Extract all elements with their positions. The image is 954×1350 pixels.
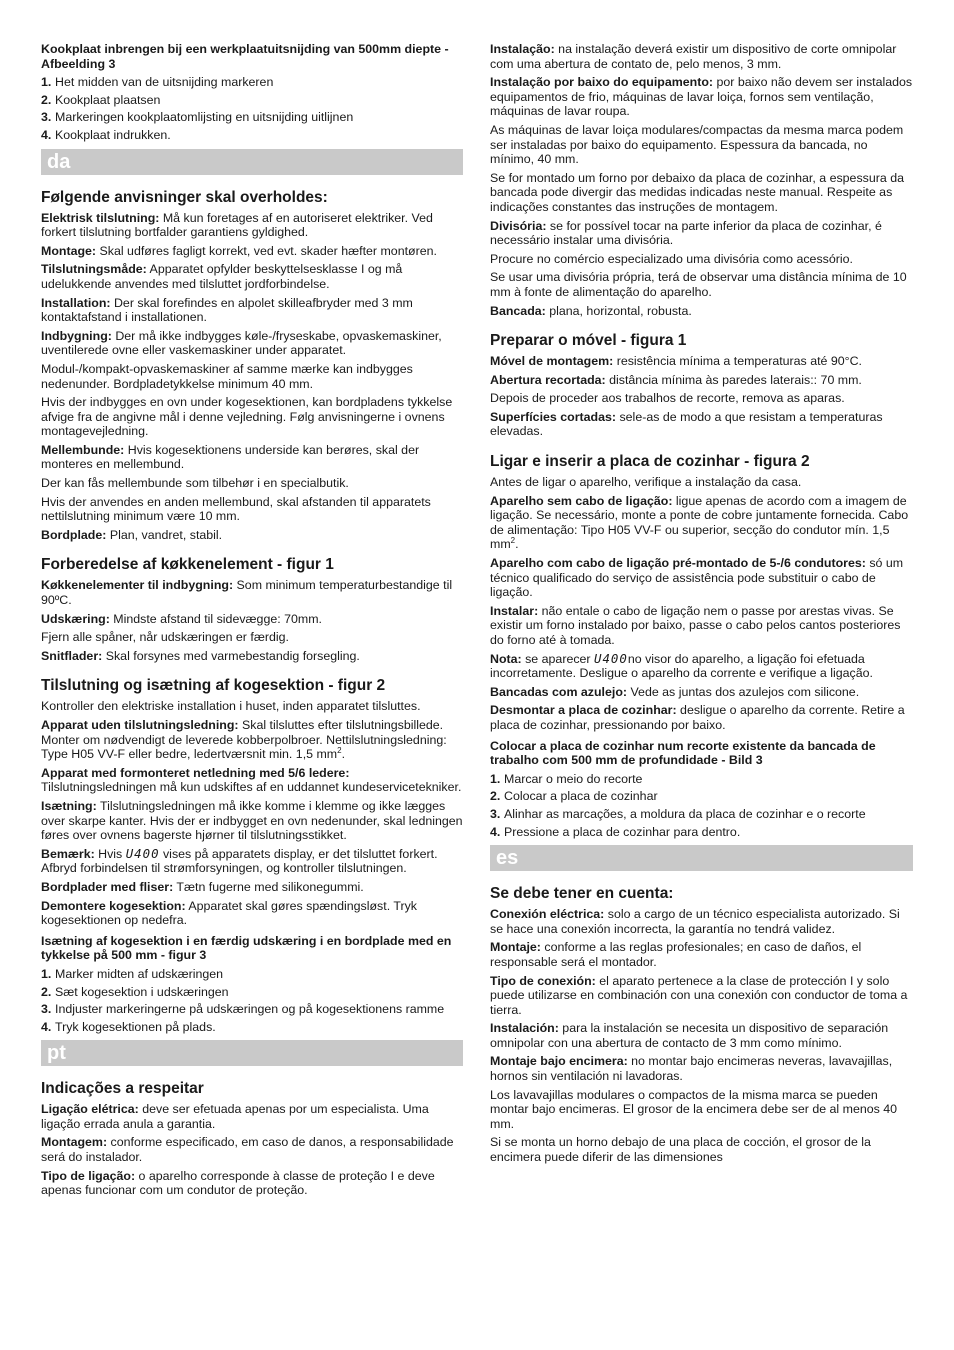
da-note-partition-distance: Hvis der anvendes en anden mellembund, skal afstanden til apparatets nettilslutning minimum være 10 mm. [41, 494, 431, 524]
da-notes-list [41, 211, 463, 543]
es-notes-title: Se debe tener en cuenta: [490, 885, 674, 903]
right-column [490, 42, 913, 1169]
list-item: 3. Indjuster markeringerne på udskæringen og på kogesektionens ramme [41, 1002, 445, 1017]
pt-prep-title: Preparar o móvel - figura 1 [490, 332, 687, 350]
pt-prep-cut-surfaces: Superfícies cortadas: sele-as de modo a que resistam a temperaturas elevadas. [490, 409, 883, 439]
display-code: U400 [594, 650, 628, 666]
da-note-oven: Hvis der indbygges en ovn under kogesektionen, kan bordpladens tykkelse afvige fra de angivne mål i denne vejledning. Følg anvisningerne i ovnens montagevejledning. [41, 395, 453, 439]
da-conn-no-cable: Apparat uden tilslutningsledning: Skal tilsluttes efter tilslutningsbillede. Monter om nødvendigt de leverede kobberpolbroer. Nettilslutningsledning: Type H05 VV-F eller bedre, ledertværsnit min. 1,5 $mm^2$. [41, 718, 447, 762]
pt-conn-intro: Antes de ligar o aparelho, verifique a instalação da casa. [490, 475, 802, 490]
list-item: 2. Sæt kogesektion i udskæringen [41, 984, 229, 999]
left-column [41, 42, 463, 1202]
pt-note-partition: Divisória: se for possível tocar na parte inferior da placa de cozinhar, é necessário instalar uma divisória. [490, 218, 882, 248]
es-note-oven: Si se monta un horno debajo de una placa de cocción, el grosor de la encimera puede diferir de las dimensiones [490, 1135, 871, 1165]
da-note-built-in: Indbygning: Der må ikke indbygges køle-/fryseskabe, opvaskemaskiner, uventilerede ovne eller vaskemaskiner under apparatet. [41, 328, 442, 358]
pt-note-electrical: Ligação elétrica: deve ser efetuada apenas por um especialista. Uma ligação errada anula a garantia. [41, 1102, 429, 1131]
language-band-pt: pt [41, 1040, 463, 1066]
da-prep-shavings: Fjern alle spåner, når udskæringen er færdig. [41, 630, 289, 645]
list-item: 1. Het midden van de uitsnijding markeren [41, 75, 274, 90]
da-note-electrical: Elektrisk tilslutning: Må kun foretages af en autoriseret elektriker. Ved forkert tilslutning bortfalder garantiens gyldighed. [41, 210, 433, 240]
es-note-dishwasher: Los lavavajillas modulares o compactos de la misma marca se pueden montar bajo encimeras. El grosor de la encimera debe ser de al menos 40 mm. [490, 1087, 898, 1131]
language-band-es: es [490, 845, 913, 871]
da-conn-tiles: Bordplader med fliser: Tætn fugerne med silikonegummi. [41, 879, 364, 894]
da-note-dishwasher: Modul-/kompakt-opvaskemaskiner af samme mærke kan indbygges nedenunder. Bordpladetykkelse minimum 40 mm. [41, 361, 413, 391]
da-prep-cut-surfaces: Snitflader: Skal forsynes med varmebestandig forsegling. [41, 648, 360, 663]
pt-note-worktop: Bancada: plana, horizontal, robusta. [490, 303, 692, 318]
list-item: 1. Marker midten af udskæringen [41, 966, 224, 981]
nl-steps-list [41, 75, 463, 142]
da-note-partition-accessory: Der kan fås mellembunde som tilbehør i en specialbutik. [41, 476, 349, 491]
pt-notes-title: Indicações a respeitar [41, 1080, 204, 1098]
da-prep-cabinet: Køkkenelementer til indbygning: Som minimum temperaturbestandige til 90ºC. [41, 578, 453, 608]
list-item: 4. Kookplaat indrukken. [41, 127, 171, 142]
pt-cut-heading: Colocar a placa de cozinhar num recorte existente da bancada de trabalho com 500 mm de profundidade - Bild 3 [490, 738, 876, 768]
da-notes-title: Følgende anvisninger skal overholdes: [41, 188, 328, 206]
list-item: 2. Colocar a placa de cozinhar [490, 789, 658, 804]
da-conn-title: Tilslutning og isætning af kogesektion - figur 2 [41, 677, 386, 695]
es-note-installation: Instalación: para la instalación se necesita un dispositivo de separación omnipolar con una abertura de contacto de 3 mm como mínimo. [490, 1021, 889, 1050]
pt-prep-shavings: Depois de proceder aos trabalhos de recorte, remova as aparas. [490, 391, 845, 406]
da-conn-note: Bemærk: Hvis U400 vises på apparatets display, er det tilsluttet forkert. Afbryd forbindelsen til strømforsyningen, og kontroller tilslutningen. [41, 845, 438, 876]
list-item: 4. Tryk kogesektionen på plads. [41, 1019, 216, 1034]
da-note-connection-type: Tilslutningsmåde: Apparatet opfylder beskyttelsesklasse I og må udelukkende anvendes med tilsluttet jordforbindelse. [41, 262, 403, 291]
da-prep-cutout: Udskæring: Mindste afstand til sidevægge: 70mm. [41, 611, 322, 626]
pt-prep-cutout: Abertura recortada: distância mínima às paredes laterais:: 70 mm. [490, 372, 862, 387]
display-code: U400 [125, 845, 160, 861]
pt-conn-note: Nota: se aparecer U400no visor do aparelho, a ligação foi efetuada incorretamente. Desligue o aparelho da corrente e verifique a ligação. [490, 650, 873, 681]
language-band-da: da [41, 149, 463, 175]
es-note-assembly: Montaje: conforme a las reglas profesionales; en caso de daños, el responsable será el montador. [490, 940, 862, 969]
pt-note-assembly: Montagem: conforme especificado, em caso de danos, a responsabilidade será do instalador. [41, 1135, 454, 1165]
list-item: 4. Pressione a placa de cozinhar para dentro. [490, 824, 741, 839]
es-note-built-in: Montaje bajo encimera: no montar bajo encimeras neveras, lavavajillas, hornos sin ventilación ni lavadoras. [490, 1054, 893, 1084]
pt-conn-remove: Desmontar a placa de cozinhar: desligue o aparelho da corrente. Retire a placa de cozinhar, pressionando por baixo. [490, 703, 905, 732]
da-note-installation: Installation: Der skal forefindes en alpolet skilleafbryder med 3 mm kontaktafstand i installationen. [41, 295, 413, 325]
da-prep-title: Forberedelse af køkkenelement - figur 1 [41, 556, 334, 574]
list-item: 3. Alinhar as marcações, a moldura da placa de cozinhar e o recorte [490, 806, 866, 821]
pt-note-dishwasher: As máquinas de lavar loiça modulares/compactas da mesma marca podem ser instaladas por baixo do equipamento. Espessura da bancada, no mínimo, 40 mm. [490, 122, 904, 167]
pt-note-connection-type: Tipo de ligação: o aparelho corresponde à classe de proteção I e deve apenas funcionar com um condutor de proteção. [41, 1168, 435, 1198]
pt-steps-list [490, 772, 913, 839]
pt-conn-premounted: Aparelho com cabo de ligação pré-montado de 5-/6 condutores: só um técnico qualificado do serviço de assistência pode substituir o cabo de ligação. [490, 556, 904, 600]
da-conn-premounted: Apparat med formonteret netledning med 5/6 ledere: Tilslutningsledningen må kun udskiftes af en uddannet kundeservicetekniker. [41, 765, 462, 795]
pt-conn-tiles: Bancadas com azulejo: Vede as juntas dos azulejos com silicone. [490, 684, 860, 699]
list-item: 1. Marcar o meio do recorte [490, 771, 643, 786]
pt-note-partition-accessory: Procure no comércio especializado uma divisória como acessório. [490, 251, 853, 266]
pt-conn-title: Ligar e inserir a placa de cozinhar - figura 2 [490, 453, 810, 471]
es-note-connection-type: Tipo de conexión: el aparato pertenece a la clase de protección I y solo puede utilizarse en combinación con una conexión con conductor de toma a tierra. [490, 973, 908, 1017]
da-cut-heading: Isætning af kogesektion i en færdig udskæring i en bordplade med en tykkelse på 500 mm - figur 3 [41, 933, 452, 963]
da-note-assembly: Montage: Skal udføres fagligt korrekt, ved evt. skader hæfter montøren. [41, 243, 437, 258]
nl-insert-heading: Kookplaat inbrengen bij een werkplaatuitsnijding van 500mm diepte - Afbeelding 3 [41, 42, 449, 71]
pt-note-installation: Instalação: na instalação deverá existir um dispositivo de corte omnipolar com uma abertura de contato de, pelo menos, 3 mm. [490, 42, 897, 71]
da-conn-insert: Isætning: Tilslutningsledningen må ikke komme i klemme og ikke lægges over skarpe kanter. Hvis der er indbygget en ovn nedenunder, skal ledningen føres over ovnens bagerste hjørner til tilslutningsstikket. [41, 798, 463, 843]
da-conn-remove: Demontere kogesektion: Apparatet skal gøres spændingsløst. Tryk kogesektionen op nedefra. [41, 898, 417, 928]
pt-note-oven: Se for montado um forno por debaixo da placa de cozinhar, a espessura da bancada pode divergir das medidas indicadas neste manual. Respeite as indicações constantes das instruções de montagem. [490, 170, 904, 214]
da-note-worktop: Bordplade: Plan, vandret, stabil. [41, 527, 223, 542]
list-item: 2. Kookplaat plaatsen [41, 92, 161, 107]
pt-note-built-in: Instalação por baixo do equipamento: por baixo não devem ser instalados equipamentos de frio, máquinas de lavar loiça, fornos sem ventilação, máquinas de lavar roupa. [490, 75, 913, 119]
pt-note-partition-distance: Se usar uma divisória própria, terá de observar uma distância mínima de 10 mm à fonte de alimentação do aparelho. [490, 270, 907, 299]
da-conn-intro: Kontroller den elektriske installation i huset, inden apparatet tilsluttes. [41, 699, 421, 714]
pt-conn-install: Instalar: não entale o cabo de ligação nem o passe por arestas vivas. Se existir um forno instalado por baixo, passe o cabo pelos cantos posteriores do forno até à tomada. [490, 603, 901, 647]
es-note-electrical: Conexión eléctrica: solo a cargo de un técnico especialista autorizado. Si se hace una conexión incorrecta, la garantía no tendrá validez. [490, 907, 900, 936]
pt-prep-cabinet: Móvel de montagem: resistência mínima a temperaturas até 90°C. [490, 354, 862, 369]
da-note-partition: Mellembunde: Hvis kogesektionens underside kan berøres, skal der monteres en mellembund. [41, 442, 420, 472]
da-steps-list [41, 967, 463, 1034]
list-item: 3. Markeringen kookplaatomlijsting en uitsnijding uitlijnen [41, 110, 354, 125]
pt-conn-no-cable: Aparelho sem cabo de ligação: ligue apenas de acordo com a imagem de ligação. Se necessário, monte a ponte de cobre juntamente fornecida. Cabo de alimentação: Tipo H05 VV-F ou superior, secção do condutor mín. 1,5 $mm^2$. [490, 493, 909, 552]
